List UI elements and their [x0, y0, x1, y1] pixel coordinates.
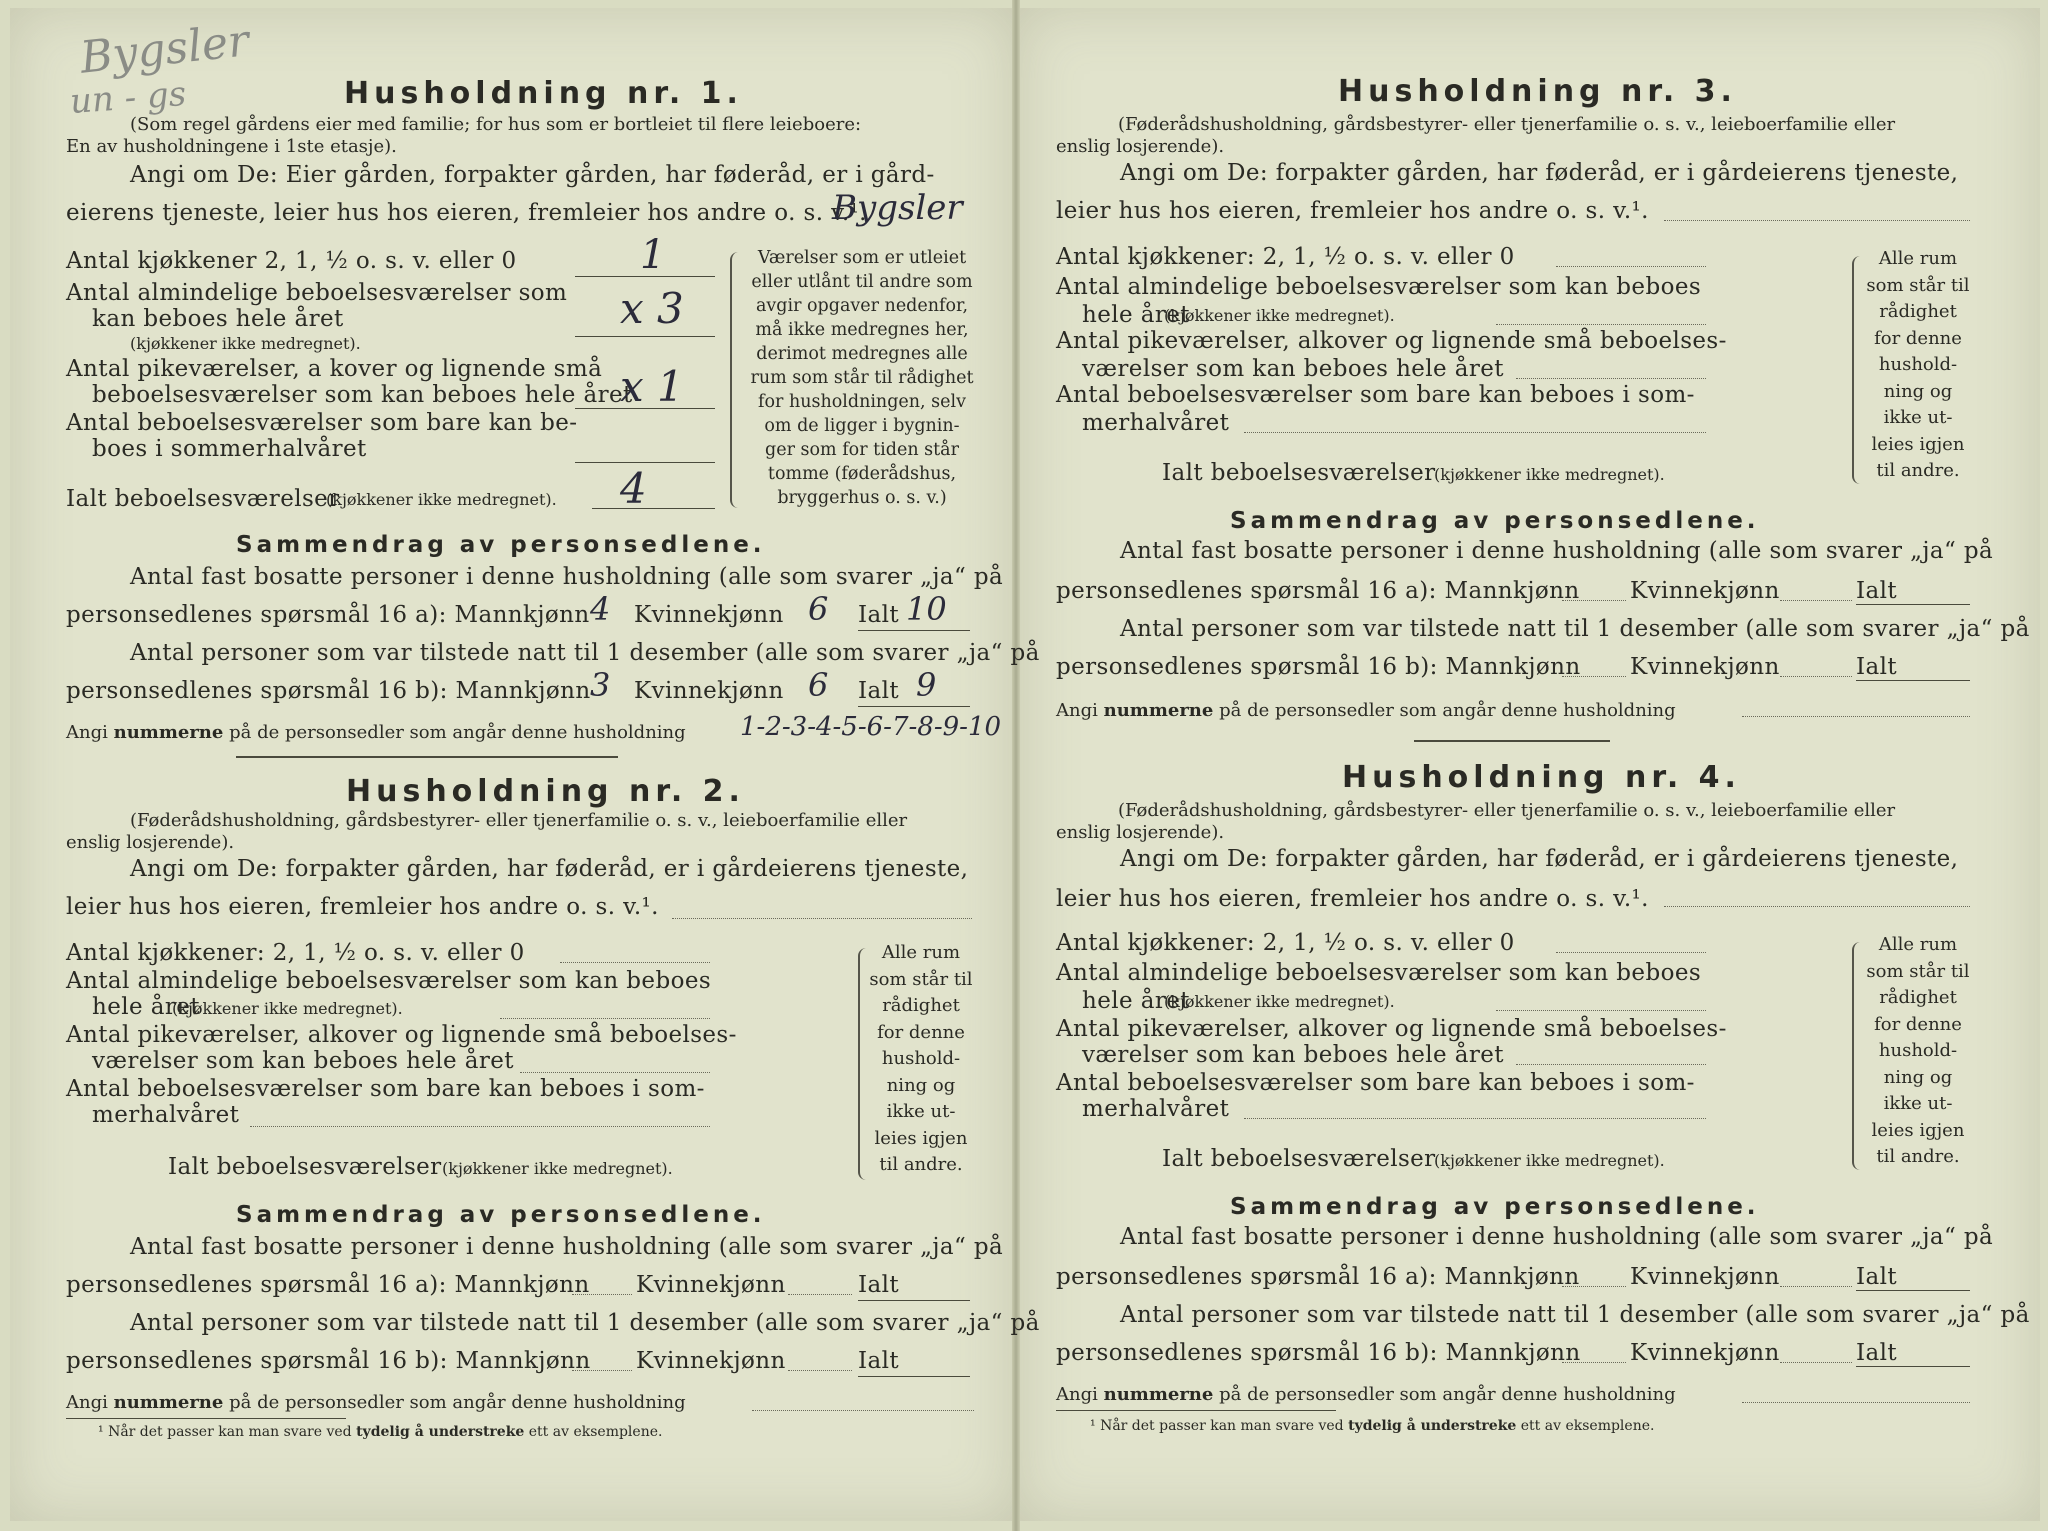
answer-line — [1556, 266, 1706, 267]
answer-line — [1780, 676, 1852, 677]
answer-line — [752, 1410, 974, 1411]
household-4-alm-label1: Antal almindelige beboelsesværelser som kan beboes — [1056, 960, 1702, 986]
household-1-alm-value: x 3 — [620, 284, 684, 333]
household-2-ialt-label: Ialt beboelsesværelser — [168, 1154, 442, 1180]
household-3-angi-line2: leier hus hos eieren, fremleier hos andre o. s. v.¹. — [1056, 198, 1649, 224]
household-2-pike-label1: Antal pikeværelser, alkover og lignende små beboelses- — [66, 1022, 737, 1048]
household-3-nummerne-pre: Angi — [1056, 700, 1098, 721]
household-3-title: Husholdning nr. 3. — [1338, 74, 1737, 109]
answer-line — [858, 1300, 970, 1301]
answer-line — [572, 1370, 632, 1371]
household-1-pike-label2: beboelsesværelser som kan beboes hele året — [92, 382, 633, 408]
household-2-kjokken-label: Antal kjøkkener: 2, 1, ½ o. s. v. eller 0 — [66, 940, 525, 966]
household-2-alm-label2: hele året — [92, 994, 200, 1020]
answer-line — [1780, 1286, 1852, 1287]
household-3-summary-title: Sammendrag av personsedlene. — [1230, 508, 1760, 534]
household-3-s1-line1: Antal fast bosatte personer i denne husholdning (alle som svarer „ja“ på — [1120, 538, 1994, 564]
household-4-pike-label2: værelser som kan beboes hele året — [1082, 1042, 1504, 1068]
answer-line — [1516, 378, 1706, 379]
answer-line — [1856, 680, 1970, 681]
household-2-pike-label2: værelser som kan beboes hele året — [92, 1048, 514, 1074]
answer-line — [788, 1294, 852, 1295]
household-4-note-line1: (Føderådshusholdning, gårdsbestyrer- eller tjenerfamilie o. s. v., leieboerfamilie eller — [1118, 800, 1896, 821]
household-4-s1-kv-label: Kvinnekjønn — [1630, 1264, 1780, 1290]
footnote-rule — [1056, 1410, 1336, 1411]
household-3-s2-kv-label: Kvinnekjønn — [1630, 654, 1780, 680]
household-3-angi-line1: Angi om De: forpakter gården, har føderåd, er i gårdeierens tjeneste, — [1120, 160, 1959, 186]
household-2-nummerne-post: på de personsedler som angår denne husholdning — [229, 1392, 686, 1413]
household-1-sommer-label1: Antal beboelsesværelser som bare kan be- — [66, 410, 578, 436]
household-1-angi-line1: Angi om De: Eier gården, forpakter gården, har føderåd, er i gård- — [130, 162, 935, 188]
household-1-s1-line2: personsedlenes spørsmål 16 a): Mannkjønn — [66, 602, 590, 628]
household-1-s2-male: 3 — [590, 666, 611, 704]
household-2-alm-note: (kjøkkener ikke medregnet). — [172, 999, 403, 1018]
household-1-s1-female: 6 — [808, 590, 829, 628]
household-1-note-line1: (Som regel gårdens eier med familie; for hus som er bortleiet til flere leieboere: — [130, 114, 862, 135]
household-4-ialt-label: Ialt beboelsesværelser — [1162, 1146, 1436, 1172]
answer-line — [1562, 1362, 1626, 1363]
footnote-pre: ¹ Når det passer kan man svare ved — [98, 1424, 352, 1440]
household-3-s2-line2: personsedlenes spørsmål 16 b): Mannkjønn — [1056, 654, 1581, 680]
household-4-angi-line2: leier hus hos eieren, fremleier hos andre o. s. v.¹. — [1056, 886, 1649, 912]
answer-line — [1780, 600, 1852, 601]
answer-line — [560, 962, 710, 963]
household-1-s1-total: 10 — [906, 590, 947, 628]
household-2-s1-kv-label: Kvinnekjønn — [636, 1272, 786, 1298]
household-1-note-line2: En av husholdningene i 1ste etasje). — [66, 136, 397, 157]
household-3-ialt-note: (kjøkkener ikke medregnet). — [1434, 465, 1665, 484]
answer-line — [858, 1376, 970, 1377]
answer-line — [575, 462, 715, 463]
household-3-sommer-label2: merhalvåret — [1082, 410, 1230, 436]
household-1-nummerne-post: på de personsedler som angår denne husholdning — [229, 722, 686, 743]
household-3-pike-label2: værelser som kan beboes hele året — [1082, 356, 1504, 382]
household-2-angi-line1: Angi om De: forpakter gården, har føderåd, er i gårdeierens tjeneste, — [130, 856, 969, 882]
margin-handwriting-1: Bygsler — [77, 15, 252, 84]
household-1-s2-total: 9 — [916, 666, 937, 704]
household-3-nummerne-bold: nummerne — [1103, 700, 1214, 721]
household-4-s2-line1: Antal personer som var tilstede natt til 1 desember (alle som svarer „ja“ på — [1120, 1302, 2030, 1328]
footnote-pre: ¹ Når det passer kan man svare ved — [1090, 1418, 1344, 1434]
household-1-ialt-label: Ialt beboelsesværelser — [66, 486, 340, 512]
household-4-side-note: Alle rum som står til rådighet for denne hushold- ning og ikke ut- leies igjen til andre. — [1866, 934, 1970, 1167]
footnote-bold: tydelig å understreke — [356, 1424, 525, 1440]
answer-line — [1856, 1366, 1970, 1367]
household-2-s1-ialt-label: Ialt — [858, 1272, 899, 1298]
answer-line — [1562, 600, 1626, 601]
household-1-nummerne-line — [66, 722, 686, 743]
answer-line — [520, 1072, 710, 1073]
answer-line — [1856, 1290, 1970, 1291]
household-3-s2-line1: Antal personer som var tilstede natt til 1 desember (alle som svarer „ja“ på — [1120, 616, 2030, 642]
household-4-summary-title: Sammendrag av personsedlene. — [1230, 1194, 1760, 1220]
answer-line — [1244, 1118, 1706, 1119]
household-4-s2-line2: personsedlenes spørsmål 16 b): Mannkjønn — [1056, 1340, 1581, 1366]
section-divider — [1414, 740, 1610, 742]
household-1-kjokken-label: Antal kjøkkener 2, 1, ½ o. s. v. eller 0 — [66, 248, 517, 274]
answer-line — [858, 630, 970, 631]
household-1-title: Husholdning nr. 1. — [344, 76, 743, 111]
household-1-ialt-note: (kjøkkener ikke medregnet). — [326, 490, 557, 509]
answer-line — [500, 1018, 710, 1019]
household-1-kjokken-value: 1 — [640, 232, 666, 278]
household-3-s1-ialt-label: Ialt — [1856, 578, 1897, 604]
household-3-nummerne-line — [1056, 700, 1676, 721]
household-1-nummerne-bold: nummerne — [113, 722, 224, 743]
household-2-s2-line2: personsedlenes spørsmål 16 b): Mannkjønn — [66, 1348, 591, 1374]
household-4-sommer-label2: merhalvåret — [1082, 1096, 1230, 1122]
answer-line — [1556, 952, 1706, 953]
answer-line — [1856, 604, 1970, 605]
household-3-alm-note: (kjøkkener ikke medregnet). — [1164, 306, 1395, 325]
household-3-note-line1: (Føderådshusholdning, gårdsbestyrer- eller tjenerfamilie o. s. v., leieboerfamilie eller — [1118, 114, 1896, 135]
answer-line — [592, 508, 715, 509]
answer-line — [1742, 1402, 1970, 1403]
household-4-s1-line2: personsedlenes spørsmål 16 a): Mannkjønn — [1056, 1264, 1580, 1290]
answer-line — [1244, 432, 1706, 433]
household-2-note-line2: enslig losjerende). — [66, 832, 235, 853]
household-1-sommer-label2: boes i sommerhalvåret — [92, 436, 367, 462]
answer-line — [672, 918, 972, 919]
household-3-alm-label2: hele året — [1082, 302, 1190, 328]
section-divider — [236, 756, 618, 758]
household-1-s2-ialt-label: Ialt — [858, 678, 899, 704]
household-1-pike-label1: Antal pikeværelser, a kover og lignende små — [66, 356, 603, 382]
household-2-alm-label1: Antal almindelige beboelsesværelser som kan beboes — [66, 968, 712, 994]
household-2-s1-line2: personsedlenes spørsmål 16 a): Mannkjønn — [66, 1272, 590, 1298]
household-2-nummerne-line — [66, 1392, 686, 1413]
household-4-nummerne-line — [1056, 1384, 1676, 1405]
household-4-s1-ialt-label: Ialt — [1856, 1264, 1897, 1290]
household-1-ialt-value: 4 — [620, 464, 647, 513]
bracket — [730, 252, 740, 508]
household-4-kjokken-label: Antal kjøkkener: 2, 1, ½ o. s. v. eller 0 — [1056, 930, 1515, 956]
answer-line — [575, 276, 715, 277]
footnote-post: ett av eksemplene. — [528, 1424, 663, 1440]
answer-line — [1664, 220, 1970, 221]
answer-line — [1562, 1286, 1626, 1287]
household-2-s1-line1: Antal fast bosatte personer i denne husholdning (alle som svarer „ja“ på — [130, 1234, 1004, 1260]
household-1-side-note: Værelser som er utleiet eller utlånt til andre som avgir opgaver nedenfor, må ikke medregnes her, derimot medregnes alle rum som står til rådighet for husholdningen, selv om de ligger i bygnin- ger som for tiden står tomme (føderådshus, bryggerhus o. s. v.) — [750, 248, 974, 508]
household-4-footnote — [1090, 1418, 1654, 1434]
answer-line — [575, 336, 715, 337]
household-3-pike-label1: Antal pikeværelser, alkover og lignende små beboelses- — [1056, 328, 1727, 354]
answer-line — [1496, 1010, 1706, 1011]
household-1-nummerne-answer: 1-2-3-4-5-6-7-8-9-10 — [740, 712, 1002, 742]
household-2-nummerne-bold: nummerne — [113, 1392, 224, 1413]
household-4-nummerne-pre: Angi — [1056, 1384, 1098, 1405]
household-1-angi-answer: Bygsler — [832, 188, 963, 228]
margin-handwriting-2: un - gs — [68, 73, 188, 123]
household-4-alm-note: (kjøkkener ikke medregnet). — [1164, 992, 1395, 1011]
household-4-s1-line1: Antal fast bosatte personer i denne husholdning (alle som svarer „ja“ på — [1120, 1224, 1994, 1250]
household-1-alm-note: (kjøkkener ikke medregnet). — [130, 334, 361, 353]
household-4-pike-label1: Antal pikeværelser, alkover og lignende små beboelses- — [1056, 1016, 1727, 1042]
bracket — [1852, 256, 1862, 484]
answer-line — [572, 1294, 632, 1295]
household-4-angi-line1: Angi om De: forpakter gården, har føderåd, er i gårdeierens tjeneste, — [1120, 846, 1959, 872]
footnote-bold: tydelig å understreke — [1348, 1418, 1517, 1434]
household-1-s2-line1: Antal personer som var tilstede natt til 1 desember (alle som svarer „ja“ på — [130, 640, 1040, 666]
household-1-alm-label1: Antal almindelige beboelsesværelser som — [66, 280, 568, 306]
household-2-footnote — [98, 1424, 662, 1440]
answer-line — [1742, 716, 1970, 717]
footnote-rule — [66, 1418, 346, 1419]
household-1-s1-kv-label: Kvinnekjønn — [634, 602, 784, 628]
page-fold — [1012, 0, 1020, 1531]
household-2-s2-line1: Antal personer som var tilstede natt til 1 desember (alle som svarer „ja“ på — [130, 1310, 1040, 1336]
household-2-ialt-note: (kjøkkener ikke medregnet). — [442, 1159, 673, 1178]
household-1-s1-ialt-label: Ialt — [858, 602, 899, 628]
household-1-s2-female: 6 — [808, 666, 829, 704]
household-2-s2-ialt-label: Ialt — [858, 1348, 899, 1374]
footnote-post: ett av eksemplene. — [1520, 1418, 1655, 1434]
household-1-s1-line1: Antal fast bosatte personer i denne husholdning (alle som svarer „ja“ på — [130, 564, 1004, 590]
household-1-nummerne-pre: Angi — [66, 722, 108, 743]
answer-line — [1562, 676, 1626, 677]
household-4-title: Husholdning nr. 4. — [1342, 760, 1741, 795]
household-3-nummerne-post: på de personsedler som angår denne husholdning — [1219, 700, 1676, 721]
household-4-ialt-note: (kjøkkener ikke medregnet). — [1434, 1151, 1665, 1170]
household-3-side-note: Alle rum som står til rådighet for denne hushold- ning og ikke ut- leies igjen til andre. — [1866, 248, 1970, 481]
household-2-s2-kv-label: Kvinnekjønn — [636, 1348, 786, 1374]
household-3-sommer-label1: Antal beboelsesværelser som bare kan beboes i som- — [1056, 382, 1695, 408]
household-2-summary-title: Sammendrag av personsedlene. — [236, 1202, 766, 1228]
household-1-s1-male: 4 — [590, 590, 611, 628]
answer-line — [575, 408, 715, 409]
answer-line — [1664, 906, 1970, 907]
household-1-s2-kv-label: Kvinnekjønn — [634, 678, 784, 704]
answer-line — [1496, 324, 1706, 325]
household-1-alm-label2: kan beboes hele året — [92, 306, 344, 332]
household-3-s1-kv-label: Kvinnekjønn — [1630, 578, 1780, 604]
answer-line — [858, 706, 970, 707]
household-2-sommer-label1: Antal beboelsesværelser som bare kan beboes i som- — [66, 1076, 705, 1102]
household-2-angi-line2: leier hus hos eieren, fremleier hos andre o. s. v.¹. — [66, 894, 659, 920]
household-1-s2-line2: personsedlenes spørsmål 16 b): Mannkjønn — [66, 678, 591, 704]
answer-line — [1516, 1064, 1706, 1065]
household-3-note-line2: enslig losjerende). — [1056, 136, 1225, 157]
household-3-alm-label1: Antal almindelige beboelsesværelser som kan beboes — [1056, 274, 1702, 300]
household-3-ialt-label: Ialt beboelsesværelser — [1162, 460, 1436, 486]
answer-line — [788, 1370, 852, 1371]
household-4-nummerne-post: på de personsedler som angår denne husholdning — [1219, 1384, 1676, 1405]
household-1-angi-line2: eierens tjeneste, leier hus hos eieren, fremleier hos andre o. s. v.¹. — [66, 200, 867, 226]
household-2-nummerne-pre: Angi — [66, 1392, 108, 1413]
household-2-side-note: Alle rum som står til rådighet for denne hushold- ning og ikke ut- leies igjen til andre. — [869, 942, 973, 1175]
household-2-sommer-label2: merhalvåret — [92, 1102, 240, 1128]
household-3-kjokken-label: Antal kjøkkener: 2, 1, ½ o. s. v. eller 0 — [1056, 244, 1515, 270]
household-4-nummerne-bold: nummerne — [1103, 1384, 1214, 1405]
household-3-s2-ialt-label: Ialt — [1856, 654, 1897, 680]
household-4-alm-label2: hele året — [1082, 988, 1190, 1014]
household-1-pike-value: x 1 — [620, 362, 684, 411]
household-4-note-line2: enslig losjerende). — [1056, 822, 1225, 843]
household-4-s2-kv-label: Kvinnekjønn — [1630, 1340, 1780, 1366]
household-3-s1-line2: personsedlenes spørsmål 16 a): Mannkjønn — [1056, 578, 1580, 604]
household-4-s2-ialt-label: Ialt — [1856, 1340, 1897, 1366]
answer-line — [250, 1126, 710, 1127]
household-2-note-line1: (Føderådshusholdning, gårdsbestyrer- eller tjenerfamilie o. s. v., leieboerfamilie eller — [130, 810, 908, 831]
household-2-title: Husholdning nr. 2. — [346, 774, 745, 809]
household-1-summary-title: Sammendrag av personsedlene. — [236, 532, 766, 558]
answer-line — [1780, 1362, 1852, 1363]
bracket — [1852, 942, 1862, 1170]
household-4-sommer-label1: Antal beboelsesværelser som bare kan beboes i som- — [1056, 1070, 1695, 1096]
